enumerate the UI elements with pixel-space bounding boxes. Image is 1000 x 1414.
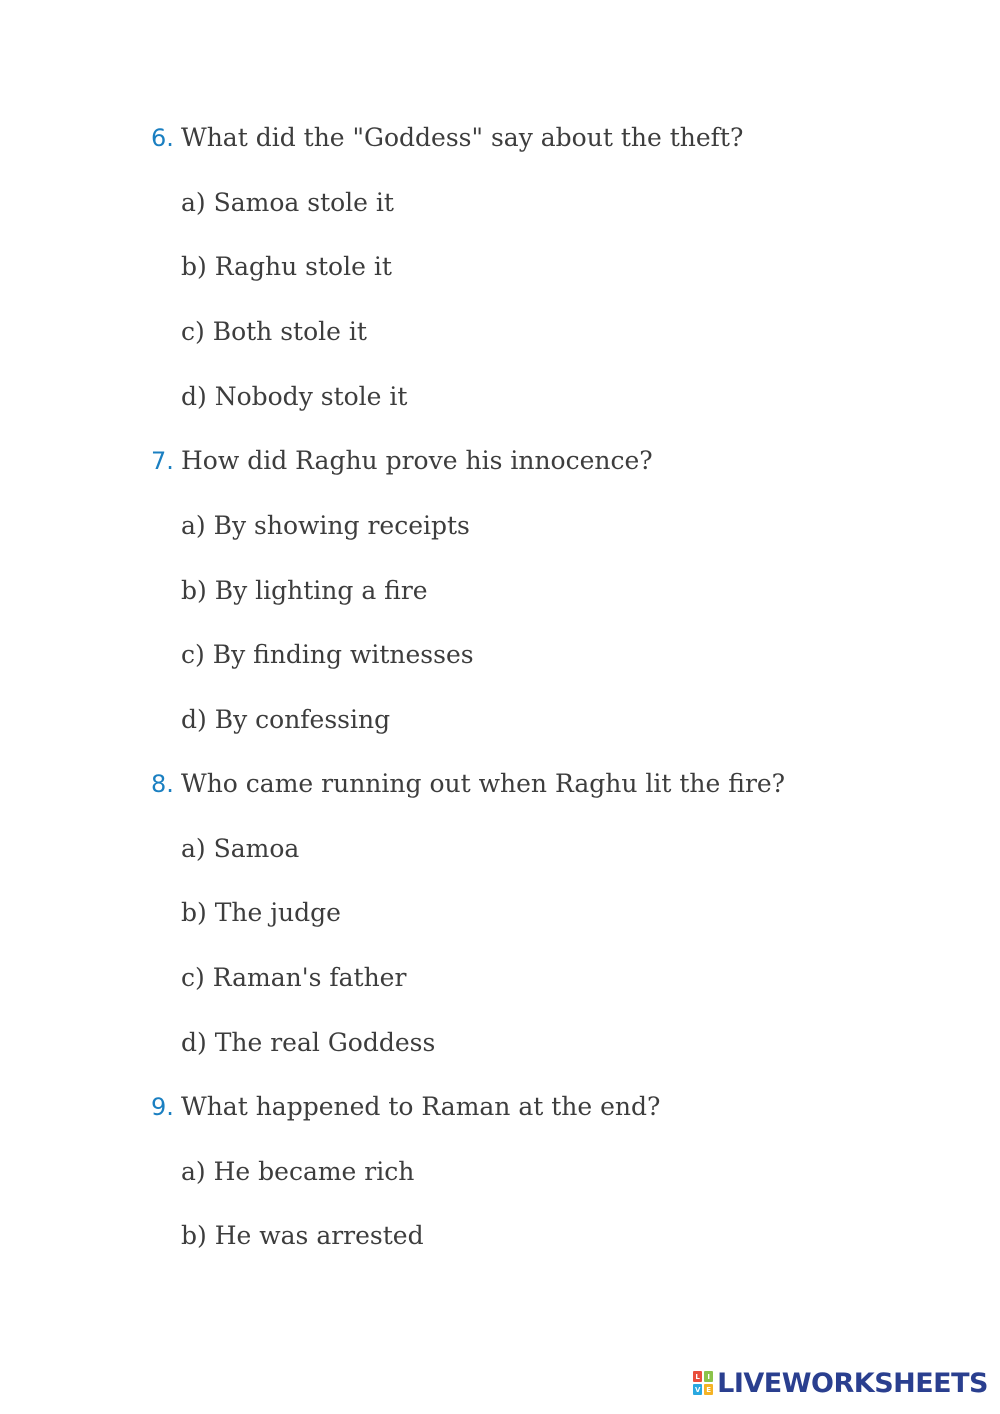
logo-letter-l: L [693,1371,702,1382]
question-text: What did the "Goddess" say about the theft? [181,123,744,152]
question-9 [151,1092,660,1122]
question-number: 7. [151,447,174,475]
question-8-option-b[interactable]: b) The judge [181,898,341,927]
question-number: 8. [151,770,174,798]
question-text: How did Raghu prove his innocence? [181,446,653,475]
question-7 [151,446,653,476]
question-6 [151,123,743,153]
brand-name: LIVEWORKSHEETS [717,1367,988,1399]
question-text: What happened to Raman at the end? [181,1092,661,1121]
question-number: 6. [151,124,174,152]
logo-letter-e: E [704,1384,713,1395]
question-8 [151,769,785,799]
question-8-option-c[interactable]: c) Raman's father [181,963,407,992]
question-8-option-a[interactable]: a) Samoa [181,834,300,863]
question-7-option-d[interactable]: d) By confessing [181,705,391,734]
question-7-option-a[interactable]: a) By showing receipts [181,511,470,540]
question-9-option-a[interactable]: a) He became rich [181,1157,415,1186]
question-7-option-b[interactable]: b) By lighting a fire [181,576,428,605]
logo-letter-v: V [694,1385,701,1394]
question-8-option-d[interactable]: d) The real Goddess [181,1028,436,1057]
question-9-option-b[interactable]: b) He was arrested [181,1221,424,1250]
question-6-option-b[interactable]: b) Raghu stole it [181,252,392,281]
question-number: 9. [151,1093,174,1121]
liveworksheets-logo-icon [693,1371,713,1395]
liveworksheets-logo [693,1368,988,1398]
question-6-option-c[interactable]: c) Both stole it [181,317,367,346]
logo-letter-i: I [704,1371,713,1382]
question-6-option-d[interactable]: d) Nobody stole it [181,382,408,411]
question-6-option-a[interactable]: a) Samoa stole it [181,188,394,217]
question-7-option-c[interactable]: c) By finding witnesses [181,640,474,669]
question-text: Who came running out when Raghu lit the fire? [181,769,786,798]
